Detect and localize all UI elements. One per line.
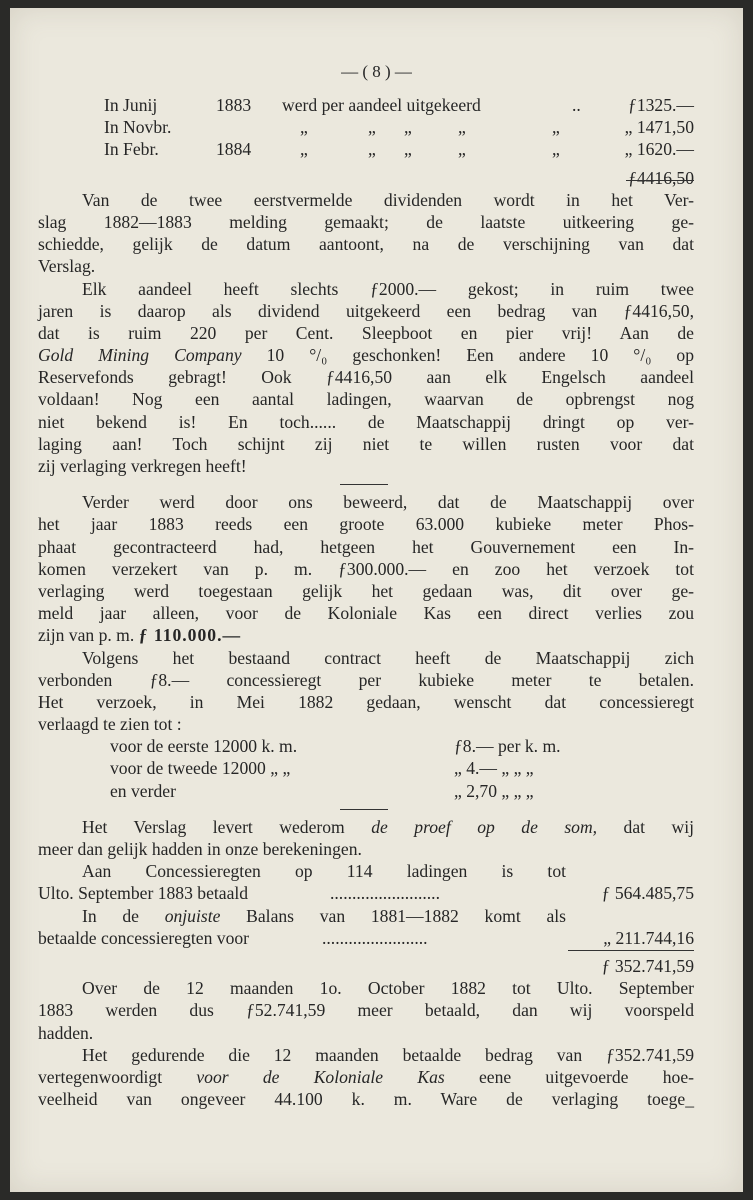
loss-amount: ƒ 110.000.—	[138, 625, 242, 646]
para6-line-3: hadden.	[38, 1022, 94, 1043]
concession-total: ƒ 352.741,59	[38, 955, 694, 977]
para2-line-6: voldaan! Nog een aantal ladingen, waarvan de opbrengst nog	[38, 389, 694, 410]
para4-line-3: Het verzoek, in Mei 1882 gedaan, wenscht dat concessieregt	[38, 691, 694, 712]
para5-line-4: Ulto. September 1883 betaald ......................... ƒ 564.485,75	[38, 883, 694, 904]
para2-line-9: zij verlaging verkregen heeft!	[38, 456, 247, 476]
para4-line-4: verlaagd te zien tot :	[38, 714, 182, 735]
para2-line-7: niet bekend is! En toch...... de Maatschappij dringt op ver-	[38, 411, 694, 432]
rate-row-1: voor de eerste 12000 k. m. ƒ8.— per k. m.	[110, 736, 561, 757]
para4-line-2: verbonden ƒ8.— concessieregt per kubieke meter te betalen.	[38, 669, 694, 690]
para3-line-4: komen verzekert van p. m. ƒ300.000.— en zoo het verzoek tot	[38, 558, 694, 579]
para5-line-5: In de onjuiste Balans van 1881—1882 komt als	[82, 905, 566, 926]
para2-line-1: Elk aandeel heeft slechts ƒ2000.— gekost; in ruim twee	[82, 278, 694, 299]
para5-line-2: meer dan gelijk hadden in onze berekeningen.	[38, 839, 362, 859]
para7-line-2: vertegenwoordigt voor de Koloniale Kas eene uitgevoerde hoe-	[38, 1066, 694, 1087]
section-divider	[38, 477, 694, 491]
para1-line-2: slag 1882—1883 melding gemaakt; de laatste uitkeering ge-	[38, 211, 694, 232]
dividend-total: ƒ4416,50	[628, 167, 694, 188]
dividend-sum-rule	[626, 180, 694, 181]
para3-line-2: het jaar 1883 reeds een groote 63.000 kubieke meter Phos-	[38, 514, 694, 535]
para2-line-8: laging aan! Toch schijnt zij niet te willen rusten voor dat	[38, 433, 694, 454]
para2-line-3: dat is ruim 220 per Cent. Sleepboot en pier vrij! Aan de	[38, 322, 694, 343]
page-number: — ( 8 ) —	[341, 62, 412, 81]
para7-line-3: veelheid van ongeveer 44.100 k. m. Ware de verlaging toege_	[38, 1089, 694, 1110]
para1-line-1: Van de twee eerstvermelde dividenden wordt in het Ver-	[82, 189, 694, 210]
para3-line-1: Verder werd door ons beweerd, dat de Maatschappij over	[82, 492, 694, 513]
dividend-row-2: In Novbr. „ „ „ „ „ „ 1471,50	[104, 117, 694, 138]
para5-line-6: betaalde concessieregten voor ........................ „ 211.744,16	[38, 927, 694, 948]
rate-row-2: voor de tweede 12000 „ „ „ 4.— „ „ „	[110, 758, 534, 779]
para3-line-5: verlaging werd toegestaan gelijk het gedaan was, dit over ge-	[38, 580, 694, 601]
para6-line-2: 1883 werden dus ƒ52.741,59 meer betaald, dan wij voorspeld	[38, 1000, 694, 1021]
para6-line-1: Over de 12 maanden 1o. October 1882 tot Ulto. September	[82, 978, 694, 999]
para5-line-3: Aan Concessieregten op 114 ladingen is tot	[82, 861, 566, 882]
para3-line-3: phaat gecontracteerd had, hetgeen het Gouvernement een In-	[38, 536, 694, 557]
para3-line-6: meld jaar alleen, voor de Koloniale Kas een direct verlies zou	[38, 603, 694, 624]
para2-line-5: Reservefonds gebragt! Ook ƒ4416,50 aan elk Engelsch aandeel	[38, 367, 694, 388]
para2-line-4: Gold Mining Company 10 °/₀ geschonken! Een andere 10 °/₀ op	[38, 345, 695, 366]
para5-line-1: Het Verslag levert wederom de proef op de som, dat wij	[82, 816, 694, 837]
dividend-row-1: In Junij 1883 werd per aandeel uitgekeerd .. ƒ1325.—	[104, 95, 694, 115]
para3-line-7: zijn van p. m. ƒ 110.000.—	[38, 625, 242, 646]
para2-line-2: jaren is daarop als dividend uitgekeerd een bedrag van ƒ4416,50,	[38, 300, 694, 321]
dividend-row-3: In Febr. 1884 „ „ „ „ „ „ 1620.—	[104, 139, 694, 160]
section-divider-2	[38, 802, 694, 816]
para1-line-4: Verslag.	[38, 256, 96, 277]
page-text	[38, 94, 694, 1110]
rate-row-3: en verder „ 2,70 „ „ „	[110, 780, 534, 801]
para1-line-3: schiedde, gelijk de datum aantoont, na de verschijning van dat	[38, 234, 694, 255]
para7-line-1: Het gedurende die 12 maanden betaalde bedrag van ƒ352.741,59	[82, 1044, 694, 1065]
para4-line-1: Volgens het bestaand contract heeft de Maatschappij zich	[82, 647, 694, 668]
